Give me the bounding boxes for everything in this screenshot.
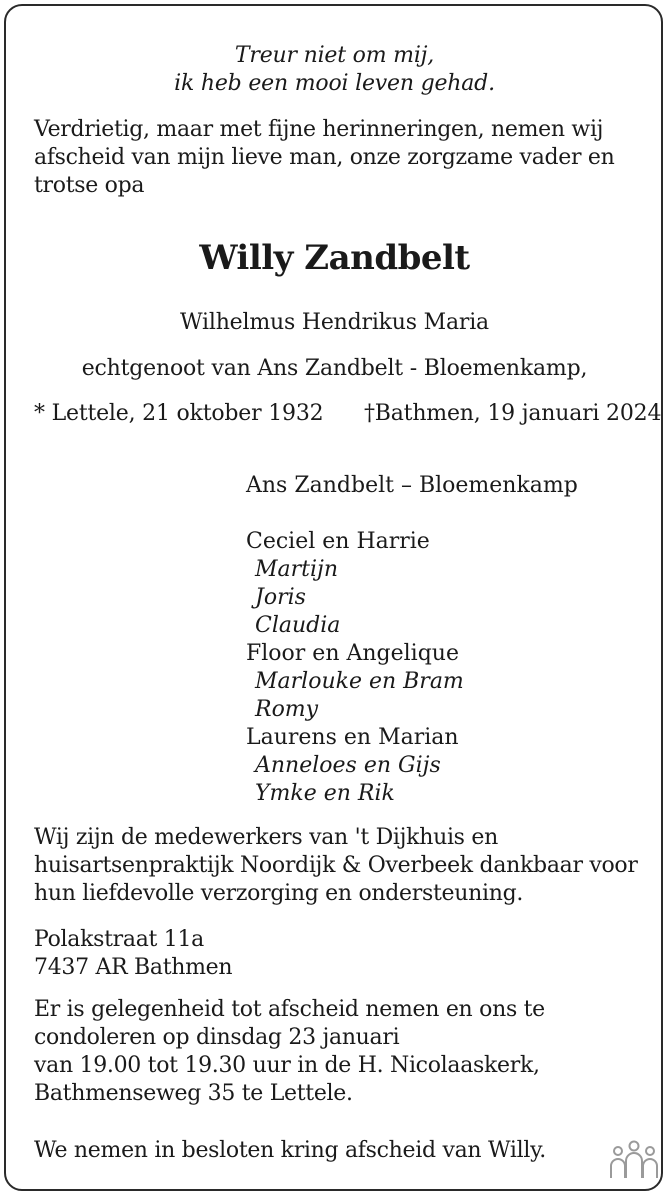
condolence-line-2: condoleren op dinsdag 23 januari: [34, 1025, 400, 1050]
grandchild: Marlouke en Bram: [255, 669, 464, 694]
address-street: Polakstraat 11a: [34, 927, 204, 952]
people-logo-icon: [608, 1138, 660, 1182]
death-info: †Bathmen, 19 januari 2024: [364, 401, 662, 426]
thanks-line-3: hun liefdevolle verzorging en ondersteuning.: [34, 881, 524, 906]
condolence-text: [34, 996, 545, 1108]
intro-line-1: Verdrietig, maar met fijne herinneringen, nemen wij: [34, 117, 604, 142]
address-postcode: 7437 AR Bathmen: [34, 955, 233, 980]
grandchild: Anneloes en Gijs: [255, 753, 441, 778]
birth-info: * Lettele, 21 oktober 1932: [34, 401, 324, 426]
intro-line-3: trotse opa: [34, 173, 145, 198]
intro-line-2: afscheid van mijn lieve man, onze zorgzame vader en: [34, 145, 615, 170]
closing-line: We nemen in besloten kring afscheid van Willy.: [34, 1138, 546, 1163]
poem-line-2: ik heb een mooi leven gehad.: [174, 71, 495, 96]
spouse-line: echtgenoot van Ans Zandbelt - Bloemenkamp,: [81, 356, 588, 381]
deceased-name: Willy Zandbelt: [199, 238, 470, 278]
grandchild: Romy: [255, 697, 319, 722]
family-list: [246, 472, 578, 808]
condolence-line-1: Er is gelegenheid tot afscheid nemen en ons te: [34, 997, 545, 1022]
thanks-line-2: huisartsenpraktijk Noordijk & Overbeek dankbaar voor: [34, 853, 638, 878]
child-couple: Floor en Angelique: [246, 641, 459, 666]
spacer: [246, 500, 578, 528]
grandchild: Martijn: [255, 557, 339, 582]
grandchild: Joris: [255, 585, 306, 610]
child-couple: Laurens en Marian: [246, 725, 459, 750]
full-name: Wilhelmus Hendrikus Maria: [180, 310, 489, 335]
condolence-line-3: van 19.00 tot 19.30 uur in de H. Nicolaaskerk,: [34, 1053, 540, 1078]
spouse-name: Ans Zandbelt – Bloemenkamp: [246, 473, 578, 498]
grandchild: Ymke en Rik: [255, 781, 395, 806]
condolence-line-4: Bathmenseweg 35 te Lettele.: [34, 1081, 353, 1106]
address: [34, 926, 232, 982]
grandchild: Claudia: [255, 613, 341, 638]
child-couple: Ceciel en Harrie: [246, 529, 430, 554]
intro-text: [34, 116, 615, 200]
thanks-text: [34, 824, 638, 908]
poem-line-1: Treur niet om mij,: [234, 43, 435, 68]
thanks-line-1: Wij zijn de medewerkers van 't Dijkhuis en: [34, 825, 498, 850]
